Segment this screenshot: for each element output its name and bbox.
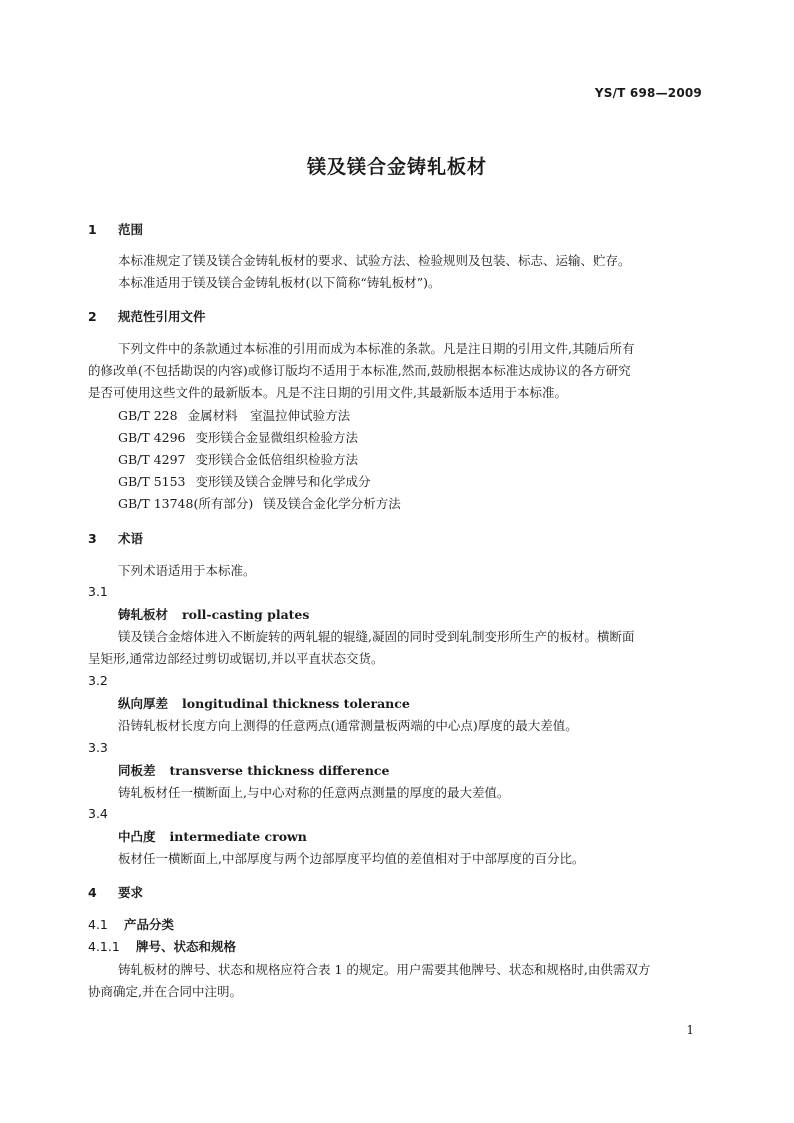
reference-title: 金属材料 室温拉伸试验方法 [187, 408, 351, 423]
paragraph-line: 协商确定,并在合同中注明。 [88, 984, 242, 999]
term-zh: 同板差 [118, 763, 156, 778]
term-definition-line: 板材任一横断面上,中部厚度与两个边部厚度平均值的差值相对于中部厚度的百分比。 [118, 851, 585, 866]
reference-code: GB/T 5153 [118, 474, 186, 489]
section-title: 要求 [118, 885, 144, 900]
term-definition-line: 沿铸轧板材长度方向上测得的任意两点(通常测量板两端的中心点)厚度的最大差值。 [118, 718, 578, 733]
term-en: longitudinal thickness tolerance [182, 696, 410, 711]
term-definition-line: 呈矩形,通常边部经过剪切或锯切,并以平直状态交货。 [88, 651, 384, 666]
section-2-heading [88, 307, 206, 325]
term-definition-line: 镁及镁合金熔体进入不断旋转的两轧辊的辊缝,凝固的同时受到轧制变形所生产的板材。横断面 [118, 629, 635, 644]
term-heading [118, 694, 410, 712]
page-title: 镁及镁合金铸轧板材 [306, 156, 487, 178]
subsection-number: 4.1.1 [88, 939, 120, 954]
term-heading [118, 827, 307, 845]
reference-item [118, 428, 358, 446]
term-heading [118, 605, 309, 623]
section-title: 规范性引用文件 [118, 309, 206, 324]
section-4-heading [88, 883, 143, 901]
page-number: 1 [686, 1023, 694, 1037]
reference-title: 变形镁合金显微组织检验方法 [195, 430, 359, 445]
section-number: 3 [88, 531, 97, 546]
section-title: 术语 [118, 531, 144, 546]
term-zh: 纵向厚差 [118, 696, 169, 711]
term-number: 3.2 [88, 673, 108, 688]
reference-code: GB/T 13748(所有部分) [118, 496, 254, 511]
paragraph: 本标准适用于镁及镁合金铸轧板材(以下简称“铸轧板材”)。 [118, 275, 441, 290]
subsection-title: 产品分类 [124, 917, 175, 932]
paragraph-line: 是否可使用这些文件的最新版本。凡是不注日期的引用文件,其最新版本适用于本标准。 [88, 385, 567, 400]
subsection-title: 牌号、状态和规格 [136, 939, 237, 954]
term-number: 3.1 [88, 584, 108, 599]
reference-item [118, 494, 401, 512]
reference-code: GB/T 4296 [118, 430, 186, 445]
paragraph-line: 的修改单(不包括勘误的内容)或修订版均不适用于本标准,然而,鼓励根据本标准达成协议的各方研究 [88, 363, 631, 378]
term-en: intermediate crown [169, 829, 307, 844]
term-number: 3.4 [88, 806, 108, 821]
reference-item [118, 472, 371, 490]
section-number: 2 [88, 309, 97, 324]
term-zh: 中凸度 [118, 829, 156, 844]
paragraph: 本标准规定了镁及镁合金铸轧板材的要求、试验方法、检验规则及包装、标志、运输、贮存。 [118, 253, 631, 268]
reference-code: GB/T 228 [118, 408, 178, 423]
section-number: 1 [88, 222, 97, 237]
reference-item [118, 450, 358, 468]
term-definition-line: 铸轧板材任一横断面上,与中心对称的任意两点测量的厚度的最大差值。 [118, 785, 510, 800]
term-en: roll-casting plates [182, 607, 310, 622]
document-number: YS/T 698—2009 [594, 86, 702, 100]
term-en: transverse thickness difference [169, 763, 390, 778]
subsection-number: 4.1 [88, 917, 108, 932]
subsection-4-1-heading [88, 915, 174, 933]
reference-title: 变形镁合金低倍组织检验方法 [195, 452, 359, 467]
term-number: 3.3 [88, 740, 108, 755]
reference-item [118, 406, 350, 424]
section-3-heading [88, 529, 143, 547]
reference-title: 变形镁及镁合金牌号和化学成分 [195, 474, 371, 489]
subsection-4-1-1-heading [88, 937, 236, 955]
paragraph-line: 下列文件中的条款通过本标准的引用而成为本标准的条款。凡是注日期的引用文件,其随后所有 [118, 341, 635, 356]
paragraph: 下列术语适用于本标准。 [118, 563, 256, 578]
section-title: 范围 [118, 222, 144, 237]
paragraph-line: 铸轧板材的牌号、状态和规格应符合表 1 的规定。用户需要其他牌号、状态和规格时,由供需双方 [118, 962, 651, 977]
term-zh: 铸轧板材 [118, 607, 169, 622]
reference-code: GB/T 4297 [118, 452, 186, 467]
reference-title: 镁及镁合金化学分析方法 [263, 496, 401, 511]
term-heading [118, 761, 390, 779]
section-number: 4 [88, 885, 97, 900]
section-1-heading [88, 220, 143, 238]
